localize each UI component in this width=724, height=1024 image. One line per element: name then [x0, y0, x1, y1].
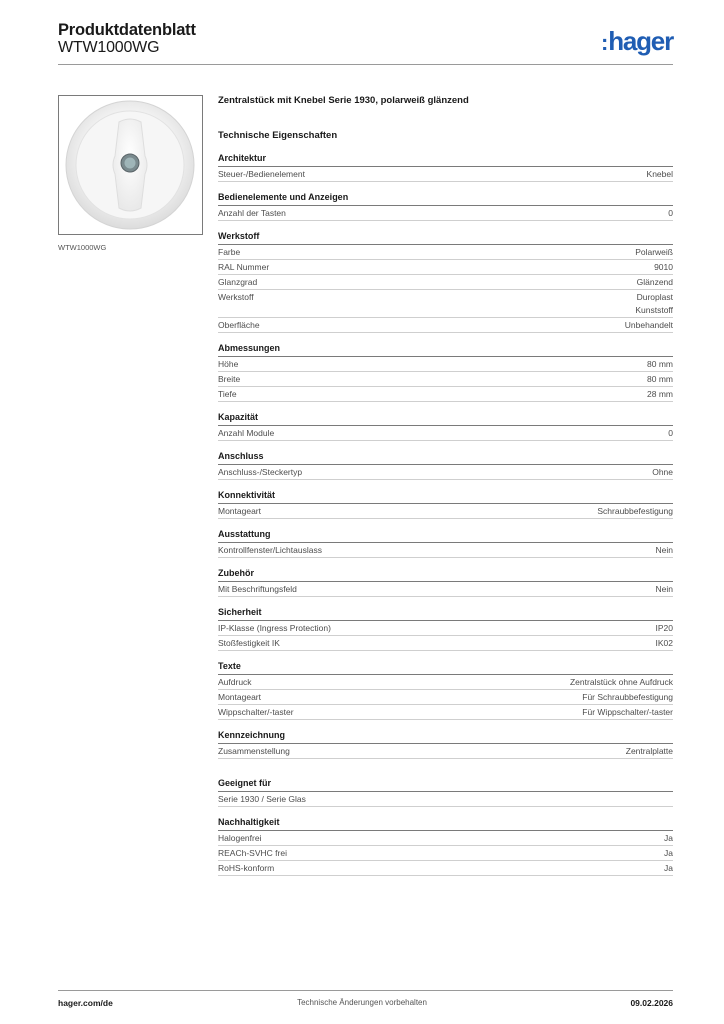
section-heading: Anschluss: [218, 450, 673, 465]
spec-value: [647, 168, 673, 181]
spec-value: [654, 261, 673, 274]
spec-section: [218, 152, 673, 182]
section-heading: Bedienelemente und Anzeigen: [218, 191, 673, 206]
spec-label: Halogenfrei: [218, 833, 262, 843]
product-number: WTW1000WG: [58, 39, 160, 56]
spec-value-line: Ja: [664, 848, 673, 858]
section-heading: Geeignet für: [218, 777, 673, 792]
spec-value-line: IK02: [655, 638, 673, 648]
spec-value: [647, 388, 673, 401]
knob-central-plate-icon: [59, 96, 202, 234]
spec-value-line: 80 mm: [647, 374, 673, 384]
spec-value: [656, 622, 674, 635]
section-heading: Abmessungen: [218, 342, 673, 357]
hager-logo: [601, 26, 673, 57]
spec-value: [664, 847, 673, 860]
spec-label: REACh-SVHC frei: [218, 848, 287, 858]
spec-value: [668, 427, 673, 440]
spec-value: [647, 358, 673, 371]
spec-row: [218, 290, 673, 318]
spec-value: [652, 466, 673, 479]
spec-label: Anzahl Module: [218, 428, 275, 438]
spec-label: Werkstoff: [218, 292, 254, 302]
spec-label: Wippschalter/-taster: [218, 707, 294, 717]
spec-label: Serie 1930 / Serie Glas: [218, 794, 306, 804]
spec-value-line: Duroplast: [636, 292, 673, 302]
section-heading: Kapazität: [218, 411, 673, 426]
section-heading: Nachhaltigkeit: [218, 816, 673, 831]
spec-label: Farbe: [218, 247, 241, 257]
spec-row: [218, 705, 673, 720]
section-heading: Architektur: [218, 152, 673, 167]
spec-section: [218, 567, 673, 597]
spec-section: [218, 342, 673, 402]
spec-value: [656, 637, 674, 650]
spec-row: [218, 318, 673, 333]
image-caption: WTW1000WG: [58, 243, 107, 252]
spec-value-line: 28 mm: [647, 389, 673, 399]
spec-value-line: 0: [668, 428, 673, 438]
spec-label: Höhe: [218, 359, 239, 369]
spec-value-line: Zentralplatte: [625, 746, 673, 756]
section-heading: Kennzeichnung: [218, 729, 673, 744]
spec-section: [218, 191, 673, 221]
spec-label: Stoßfestigkeit IK: [218, 638, 280, 648]
spec-row: [218, 260, 673, 275]
spec-row: [218, 357, 673, 372]
section-heading: Ausstattung: [218, 528, 673, 543]
spec-label: IP-Klasse (Ingress Protection): [218, 623, 331, 633]
spec-value: [668, 207, 673, 220]
spec-section: [218, 777, 673, 807]
spec-value: [635, 246, 673, 259]
spec-label: Glanzgrad: [218, 277, 258, 287]
spec-label: Zusammenstellung: [218, 746, 290, 756]
spec-row: [218, 744, 673, 759]
section-heading: Konnektivität: [218, 489, 673, 504]
spec-row: [218, 426, 673, 441]
header-divider: [58, 64, 673, 65]
spec-value: [582, 706, 673, 719]
spec-section: [218, 489, 673, 519]
spec-value-line: Glänzend: [636, 277, 673, 287]
spec-value: [582, 691, 673, 704]
spec-value-line: Unbehandelt: [624, 320, 673, 330]
spec-value-line: Nein: [655, 584, 673, 594]
spec-section: [218, 816, 673, 876]
spec-section: [218, 450, 673, 480]
spec-value-line: Ohne: [652, 467, 673, 477]
spec-label: Tiefe: [218, 389, 237, 399]
spec-content: [218, 95, 673, 885]
spec-value-line: Für Schraubbefestigung: [582, 692, 673, 702]
spec-section: [218, 606, 673, 651]
spec-row: [218, 206, 673, 221]
spec-value-line: Nein: [655, 545, 673, 555]
spec-value: [637, 276, 673, 289]
spec-row: [218, 636, 673, 651]
spec-row: [218, 245, 673, 260]
spec-value: [664, 832, 673, 845]
spec-value: [656, 544, 673, 557]
spec-section: [218, 230, 673, 333]
section-heading: Sicherheit: [218, 606, 673, 621]
product-title: Zentralstück mit Knebel Serie 1930, polarweiß glänzend: [218, 95, 469, 106]
section-heading: Zubehör: [218, 567, 673, 582]
spec-value-line: IP20: [655, 623, 673, 633]
spec-value: [597, 505, 673, 518]
spec-label: Mit Beschriftungsfeld: [218, 584, 297, 594]
footer-website[interactable]: hager.com/de: [58, 998, 113, 1008]
footer-disclaimer: Technische Änderungen vorbehalten: [297, 998, 427, 1007]
spec-label: Montageart: [218, 506, 261, 516]
spec-value-line: 80 mm: [647, 359, 673, 369]
spec-row: [218, 846, 673, 861]
spec-section: [218, 411, 673, 441]
spec-row: [218, 861, 673, 876]
spec-value-line: Knebel: [646, 169, 673, 179]
spec-label: Steuer-/Bedienelement: [218, 169, 305, 179]
footer-date: 09.02.2026: [630, 998, 673, 1008]
spec-row: [218, 690, 673, 705]
tech-properties-title: Technische Eigenschaften: [218, 130, 338, 141]
spec-row: [218, 372, 673, 387]
spec-value-line: 0: [668, 208, 673, 218]
spec-value-line: Für Wippschalter/-taster: [582, 707, 673, 717]
spec-row: [218, 543, 673, 558]
product-image: [58, 95, 203, 235]
section-heading: Werkstoff: [218, 230, 673, 245]
spec-row: [218, 831, 673, 846]
spec-label: Kontrollfenster/Lichtauslass: [218, 545, 322, 555]
spec-value: [626, 745, 673, 758]
spec-section: [218, 729, 673, 759]
spec-label: RAL Nummer: [218, 262, 270, 272]
page-title: Produktdatenblatt: [58, 21, 196, 39]
spec-row: [218, 167, 673, 182]
spec-section: [218, 660, 673, 720]
footer-divider: [58, 990, 673, 991]
spec-value-line: Polarweiß: [635, 247, 673, 257]
section-heading: Texte: [218, 660, 673, 675]
spec-label: RoHS-konform: [218, 863, 275, 873]
spec-value: [625, 319, 673, 332]
spec-value: [664, 862, 673, 875]
spec-row: [218, 465, 673, 480]
spec-value: [656, 583, 673, 596]
spec-label: Breite: [218, 374, 241, 384]
spec-value-line: Schraubbefestigung: [597, 506, 673, 516]
spec-value-line: Ja: [664, 833, 673, 843]
spec-row: [218, 275, 673, 290]
spec-row: [218, 621, 673, 636]
spec-label: Anschluss-/Steckertyp: [218, 467, 303, 477]
spec-label: Oberfläche: [218, 320, 260, 330]
spec-row: [218, 792, 673, 807]
spec-label: Anzahl der Tasten: [218, 208, 286, 218]
spec-value-line: Zentralstück ohne Aufdruck: [569, 677, 673, 687]
spec-value: [635, 291, 673, 317]
spec-value: [647, 373, 673, 386]
spec-sections: [218, 152, 673, 876]
spec-value: [570, 676, 673, 689]
spec-value-line: Ja: [664, 863, 673, 873]
spec-value-line: 9010: [654, 262, 673, 272]
spec-row: [218, 675, 673, 690]
spec-label: Montageart: [218, 692, 261, 702]
logo-text: hager: [608, 26, 673, 56]
spec-label: Aufdruck: [218, 677, 252, 687]
spec-row: [218, 387, 673, 402]
spec-row: [218, 582, 673, 597]
logo-dots: :: [601, 30, 608, 55]
spec-row: [218, 504, 673, 519]
spec-section: [218, 528, 673, 558]
spec-value-line: Kunststoff: [635, 305, 673, 315]
